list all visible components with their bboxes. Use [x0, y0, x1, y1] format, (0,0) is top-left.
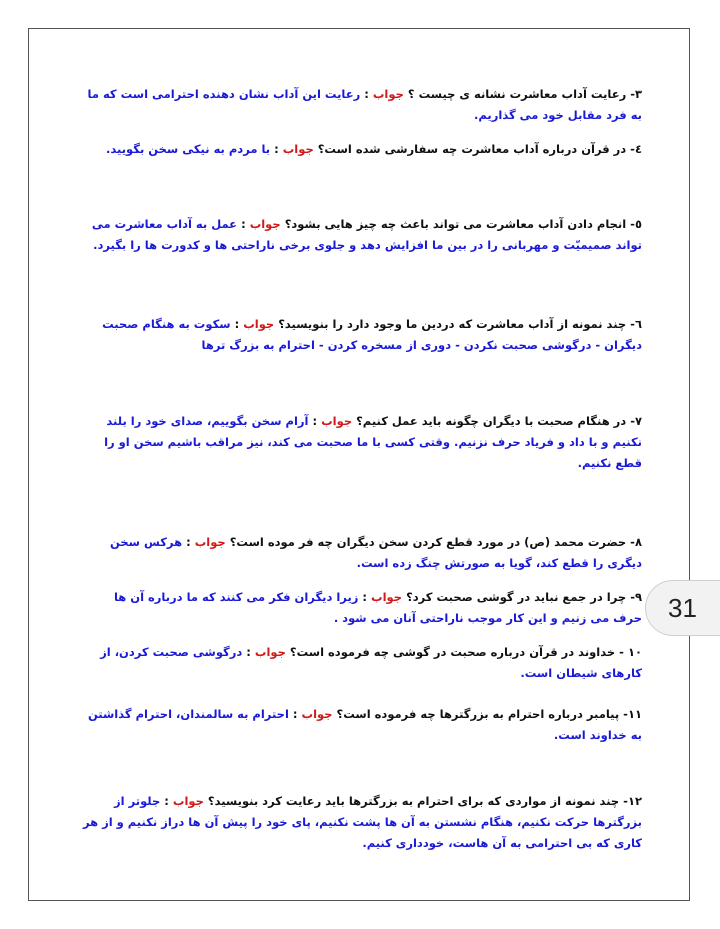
answer-separator: : — [292, 707, 298, 721]
answer-text: درگوشی صحبت کردن، از کارهای شیطان است. — [100, 645, 642, 680]
qa-item-9 — [82, 587, 642, 629]
answer-label: جواب — [282, 142, 314, 156]
question-text: ١١- پیامبر درباره احترام به بزرگترها چه فرموده است؟ — [336, 707, 642, 721]
question-text: ٨- حضرت محمد (ص) در مورد قطع کردن سخن دیگران چه فر موده است؟ — [229, 535, 642, 549]
answer-text: زیرا دیگران فکر می کنند که ما درباره آن ها حرف می زنیم و این کار موجب ناراحتی آنان می شود . — [113, 590, 642, 625]
qa-item-12 — [82, 791, 642, 854]
question-text: ٩- چرا در جمع نباید در گوشی صحبت کرد؟ — [406, 590, 642, 604]
answer-text: آرام سخن بگوییم، صدای خود را بلند نکنیم و با داد و فریاد حرف نزنیم. وقتی کسی با ما صحبت می کند، نیز مراقب باشیم سخن او را قطع نکنیم. — [104, 414, 642, 470]
answer-separator: : — [234, 317, 240, 331]
question-text: ٧- در هنگام صحبت با دیگران چگونه باید عمل کنیم؟ — [356, 414, 642, 428]
answer-label: جواب — [194, 535, 226, 549]
question-text: ١٢- چند نمونه از مواردی که برای احترام به بزرگترها باید رعایت کرد بنویسید؟ — [207, 794, 642, 808]
answer-text: عمل به آداب معاشرت می تواند صمیمیّت و مهربانی را در بین ما افزایش دهد و جلوی برخی ناراحتی ها و کدورت ها را بگیرد. — [91, 217, 642, 252]
question-text: ٦- چند نمونه از آداب معاشرت که دردین ما وجود دارد را بنویسید؟ — [278, 317, 642, 331]
qa-item-10 — [82, 642, 642, 684]
answer-label: جواب — [372, 87, 404, 101]
answer-label: جواب — [254, 645, 286, 659]
question-text: ۳- رعایت آداب معاشرت نشانه ی چیست ؟ — [407, 87, 642, 101]
answer-separator: : — [312, 414, 318, 428]
page-number: 31 — [668, 592, 697, 623]
answer-text: احترام به سالمندان، احترام گذاشتن به خداوند است. — [87, 707, 642, 742]
answer-separator: : — [246, 645, 251, 659]
answer-text: جلوتر از بزرگترها حرکت نکنیم، هنگام نشستن به آن ها پشت نکنیم، پای خود را پیش آن ها دراز نکنیم و از هر کاری که بی احترامی به آن هاست، خودداری کنیم. — [82, 794, 642, 850]
qa-item-7 — [82, 411, 642, 474]
answer-separator: : — [362, 590, 368, 604]
answer-label: جواب — [321, 414, 353, 428]
answer-text: رعایت این آداب نشان دهنده احترامی است که ما به فرد مقابل خود می گذاریم. — [87, 87, 642, 122]
answer-label: جواب — [243, 317, 275, 331]
answer-separator: : — [364, 87, 369, 101]
question-text: ١٠ - خداوند در قرآن درباره صحبت در گوشی چه فرموده است؟ — [289, 645, 642, 659]
answer-label: جواب — [371, 590, 403, 604]
answer-separator: : — [186, 535, 191, 549]
answer-text: با مردم به نیکی سخن بگویید. — [106, 142, 271, 156]
answer-text: هرکس سخن دیگری را قطع کند، گویا به صورتش چنگ زده است. — [110, 535, 642, 570]
answer-separator: : — [241, 217, 246, 231]
qa-item-8 — [82, 532, 642, 574]
qa-item-3 — [82, 84, 642, 126]
qa-item-6 — [82, 314, 642, 356]
question-text: ٥- انجام دادن آداب معاشرت می تواند باعث چه چیز هایی بشود؟ — [284, 217, 642, 231]
page-number-tab[interactable] — [645, 580, 720, 636]
answer-separator: : — [164, 794, 169, 808]
answer-separator: : — [274, 142, 279, 156]
qa-item-4 — [82, 139, 642, 160]
question-text: ٤- در قرآن درباره آداب معاشرت چه سفارشی شده است؟ — [317, 142, 642, 156]
answer-label: جواب — [301, 707, 333, 721]
answer-label: جواب — [172, 794, 204, 808]
qa-item-11 — [82, 704, 642, 746]
answer-text: سکوت به هنگام صحبت دیگران - درگوشی صحبت نکردن - دوری از مسخره کردن - احترام به بزرگ ترها — [102, 317, 642, 352]
answer-label: جواب — [249, 217, 281, 231]
qa-item-5 — [82, 214, 642, 256]
